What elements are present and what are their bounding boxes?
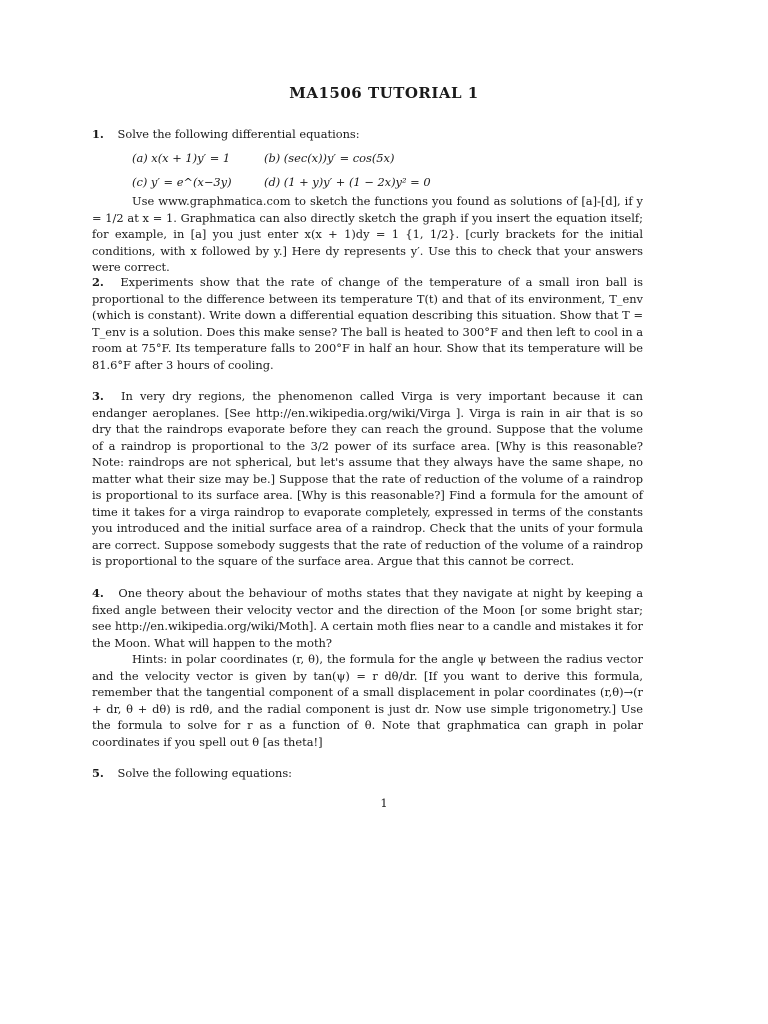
- question-text: Solve the following equations:: [117, 766, 293, 780]
- question-1-text: Use www.graphmatica.com to sketch the functions you found as solutions of [a]-[d], if y = 1/2 at x = 1. Graphmatica can also directly sketch the graph if you insert the equation itself; for example, in [a] you just enter x(x + 1)dy = 1 {1, 1/2}. [curly brackets for the initial conditions, with x followed by y.] Here dy represents y′. Use this to check that your answers were correct.: [92, 194, 643, 274]
- question-number: 2.: [92, 275, 104, 289]
- question-number: 5.: [92, 766, 104, 780]
- question-3: [92, 388, 643, 570]
- equation-d: (d) (1 + y)y′ + (1 − 2x)y² = 0: [264, 175, 431, 189]
- question-4: [92, 585, 643, 651]
- equation-row-2: [132, 175, 431, 189]
- question-5: [92, 765, 643, 782]
- equation-row-1: [132, 151, 395, 165]
- question-text: Experiments show that the rate of change of the temperature of a small iron ball is proportional to the difference between its temperature T(t) and that of its environment, T_env (which is constant). Write down a differential equation describing this situation. Show that T = T_env is a solution. Does this make sense? The ball is heated to 300°F and then left to cool in a room at 75°F. Its temperature falls to 200°F in half an hour. Show that its temperature will be 81.6°F after 3 hours of cooling.: [92, 275, 643, 372]
- page-title: MA1506 TUTORIAL 1: [289, 84, 479, 102]
- question-number: 1.: [92, 127, 104, 141]
- page-number: 1: [380, 796, 388, 810]
- question-1-intro: [92, 126, 643, 143]
- question-2: [92, 274, 643, 373]
- question-text: One theory about the behaviour of moths states that they navigate at night by keeping a fixed angle between their velocity vector and the direction of the Moon [or some bright star; see http://en.wikipedia.org/wiki/Moth]. A certain moth flies near to a candle and mistakes it for the Moon. What will happen to the moth?: [92, 586, 644, 650]
- question-text: In very dry regions, the phenomenon called Virga is very important because it can endanger aeroplanes. [See http://en.wikipedia.org/wiki/Virga ]. Virga is rain in air that is so dry that the raindrops evaporate before they can reach the ground. Suppose that the volume of a raindrop is proportional to the 3/2 power of its surface area. [Why is this reasonable? Note: raindrops are not spherical, but let's assume that they always have the same shape, no matter what their size may be.] Suppose that the rate of reduction of the volume of a raindrop is proportional to its surface area. [Why is this reasonable?] Find a formula for the amount of time it takes for a virga raindrop to evaporate completely, expressed in terms of the constants you introduced and the initial surface area of a raindrop. Check that the units of your formula are correct. Suppose somebody suggests that the rate of reduction of the volume of a raindrop is proportional to the square of the surface area. Argue that this cannot be correct.: [92, 389, 644, 568]
- question-text: Solve the following differential equations:: [117, 127, 360, 141]
- equation-c: (c) y′ = e^(x−3y): [132, 175, 232, 189]
- equation-a: (a) x(x + 1)y′ = 1: [132, 151, 231, 165]
- question-number: 3.: [92, 389, 104, 403]
- question-number: 4.: [92, 586, 104, 600]
- question-4-hints: Hints: in polar coordinates (r, θ), the formula for the angle ψ between the radius vector and the velocity vector is given by tan(ψ) = r dθ/dr. [If you want to derive this formula, remember that the tangential component of a small displacement in polar coordinates (r,θ)→(r + dr, θ + dθ) is rdθ, and the radial component is just dr. Now use simple trigonometry.] Use the formula to solve for r as a function of θ. Note that graphmatica can graph in polar coordinates if you spell out θ [as theta!]: [92, 652, 643, 749]
- equation-b: (b) (sec(x))y′ = cos(5x): [264, 151, 395, 165]
